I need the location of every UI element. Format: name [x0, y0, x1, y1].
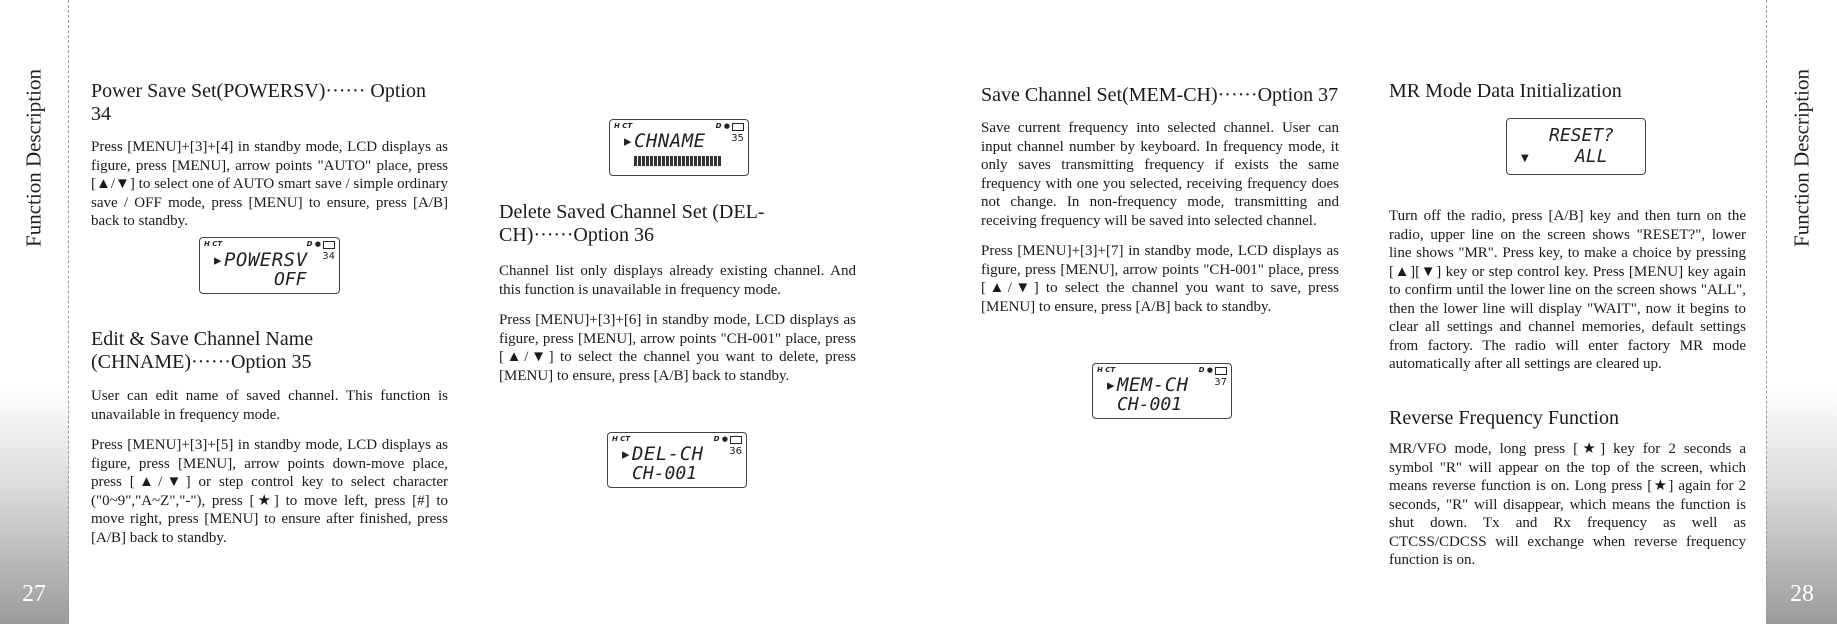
lcd-line2: CH-001	[632, 463, 698, 484]
right-side-label: Function Description	[1789, 69, 1814, 247]
lcd-indicators-right: D ●	[1198, 366, 1213, 374]
lcd-option-number: 34	[322, 251, 335, 262]
right-margin	[1766, 0, 1837, 624]
powersv-section	[91, 80, 448, 231]
chname-body1: User can edit name of saved channel. This function is unavailable in frequency mode.	[91, 388, 448, 423]
battery-icon	[1215, 367, 1227, 375]
chname-lcd	[609, 119, 749, 176]
lcd-indicators-right: D ●	[713, 435, 728, 443]
delch-body2: Press [MENU]+[3]+[6] in standby mode, LCD displays as figure, press [MENU], arrow points "CH-001" place, press [▲/▼] to select the channel you want to delete, press [MENU] to ensure, press [A/B] back to standby.	[499, 312, 856, 384]
delch-title: Delete Saved Channel Set (DEL-CH)······Option 36	[499, 201, 765, 246]
lcd-option-number: 36	[729, 446, 742, 457]
left-margin	[0, 0, 69, 624]
lcd-indicators-right: D ●	[715, 122, 730, 130]
powersv-body: Press [MENU]+[3]+[4] in standby mode, LCD displays as figure, press [MENU], arrow points "AUTO" place, press [▲/▼] to select one of AUTO smart save / simple ordinary save / OFF mode, press [MENU] to ensure, press [A/B] back to standby.	[91, 139, 448, 229]
lcd-line1: ▸CHNAME	[622, 130, 706, 152]
right-page-number: 28	[1790, 581, 1814, 607]
lcd-line2: ALL	[1575, 146, 1608, 167]
powersv-title: Power Save Set(POWERSV)······ Option 34	[91, 80, 426, 125]
delch-body1: Channel list only displays already existing channel. And this function is unavailable in frequency mode.	[499, 263, 856, 298]
lcd-line1: ▸MEM-CH	[1105, 374, 1189, 396]
lcd-line2: OFF	[274, 269, 307, 290]
reset-title: MR Mode Data Initialization	[1389, 80, 1622, 102]
battery-icon	[732, 123, 744, 131]
memch-body1: Save current frequency into selected channel. User can input channel number by keyboard. In frequency mode, it only saves transmitting frequency if exists the same frequency with one you selected, receiving frequency does not change. In non-frequency mode, transmitting and receiving frequency will be saved into selected channel.	[981, 120, 1339, 229]
lcd-indicators: H CT	[204, 240, 223, 248]
powersv-lcd	[199, 237, 340, 294]
reset-lcd	[1506, 118, 1646, 175]
chname-section	[91, 328, 448, 547]
lcd-line1: RESET?	[1549, 125, 1615, 146]
delch-lcd	[607, 432, 747, 488]
reverse-body: MR/VFO mode, long press [★] key for 2 seconds a symbol "R" will appear on the top of the screen, which means reverse function is on. Long press [★] again for 2 seconds, "R" will disappear, which means the function is shut down. Tx and Rx frequency as well as CTCSS/CDCSS will exchange when reverse frequency function is on.	[1389, 441, 1746, 568]
reverse-title: Reverse Frequency Function	[1389, 407, 1619, 429]
lcd-indicators: H CT	[1097, 366, 1116, 374]
memch-lcd	[1092, 363, 1232, 419]
left-page-number: 27	[22, 581, 46, 607]
reverse-section	[1389, 407, 1746, 570]
reset-body: Turn off the radio, press [A/B] key and then turn on the radio, upper line on the screen shows "RESET?", lower line shows "MR". Press key, to make a choice by pressing [▲][▼] key or step control key. Press [MENU] key again to confirm until the lower line on the screen shows "ALL", then the lower line will display "WAIT", now it begins to clear all settings and channel memories, default settings from factory. The radio will enter factory MR mode automatically after all settings are cleared up.	[1389, 208, 1746, 372]
chname-body2: Press [MENU]+[3]+[5] in standby mode, LCD displays as figure, press [MENU], arrow points down-move place, press [▲/▼] or step control key to select character ("0~9","A~Z","-"), press [★] to move left, press [#] to move right, press [MENU] to ensure after finished, press [A/B] back to standby.	[91, 437, 448, 546]
lcd-line1: ▸POWERSV	[212, 249, 308, 271]
lcd-line1: ▸DEL-CH	[620, 443, 704, 465]
lcd-indicators: H CT	[614, 122, 633, 130]
reset-section	[1389, 80, 1746, 103]
reset-body-wrap	[1389, 207, 1746, 374]
lcd-line2: CH-001	[1117, 394, 1183, 415]
memch-title: Save Channel Set(MEM-CH)······Option 37	[981, 84, 1339, 106]
left-side-label: Function Description	[21, 69, 46, 247]
memch-body2: Press [MENU]+[3]+[7] in standby mode, LCD displays as figure, press [MENU], arrow points "CH-001" place, press [▲/▼] to select the channel you want to save, press [MENU] to ensure, press [A/B] back to standby.	[981, 243, 1339, 315]
delch-section	[499, 201, 856, 385]
arrow-down-icon: ▼	[1521, 153, 1529, 164]
chname-title: Edit & Save Channel Name (CHNAME)······Option 35	[91, 328, 314, 373]
battery-icon	[323, 241, 335, 249]
battery-icon	[730, 436, 742, 444]
lcd-indicators-right: D ●	[306, 240, 321, 248]
memch-section	[981, 84, 1339, 316]
lcd-indicators: H CT	[612, 435, 631, 443]
lcd-option-number: 35	[731, 133, 744, 144]
lcd-option-number: 37	[1214, 377, 1227, 388]
lcd-cursor-bar	[634, 156, 722, 166]
